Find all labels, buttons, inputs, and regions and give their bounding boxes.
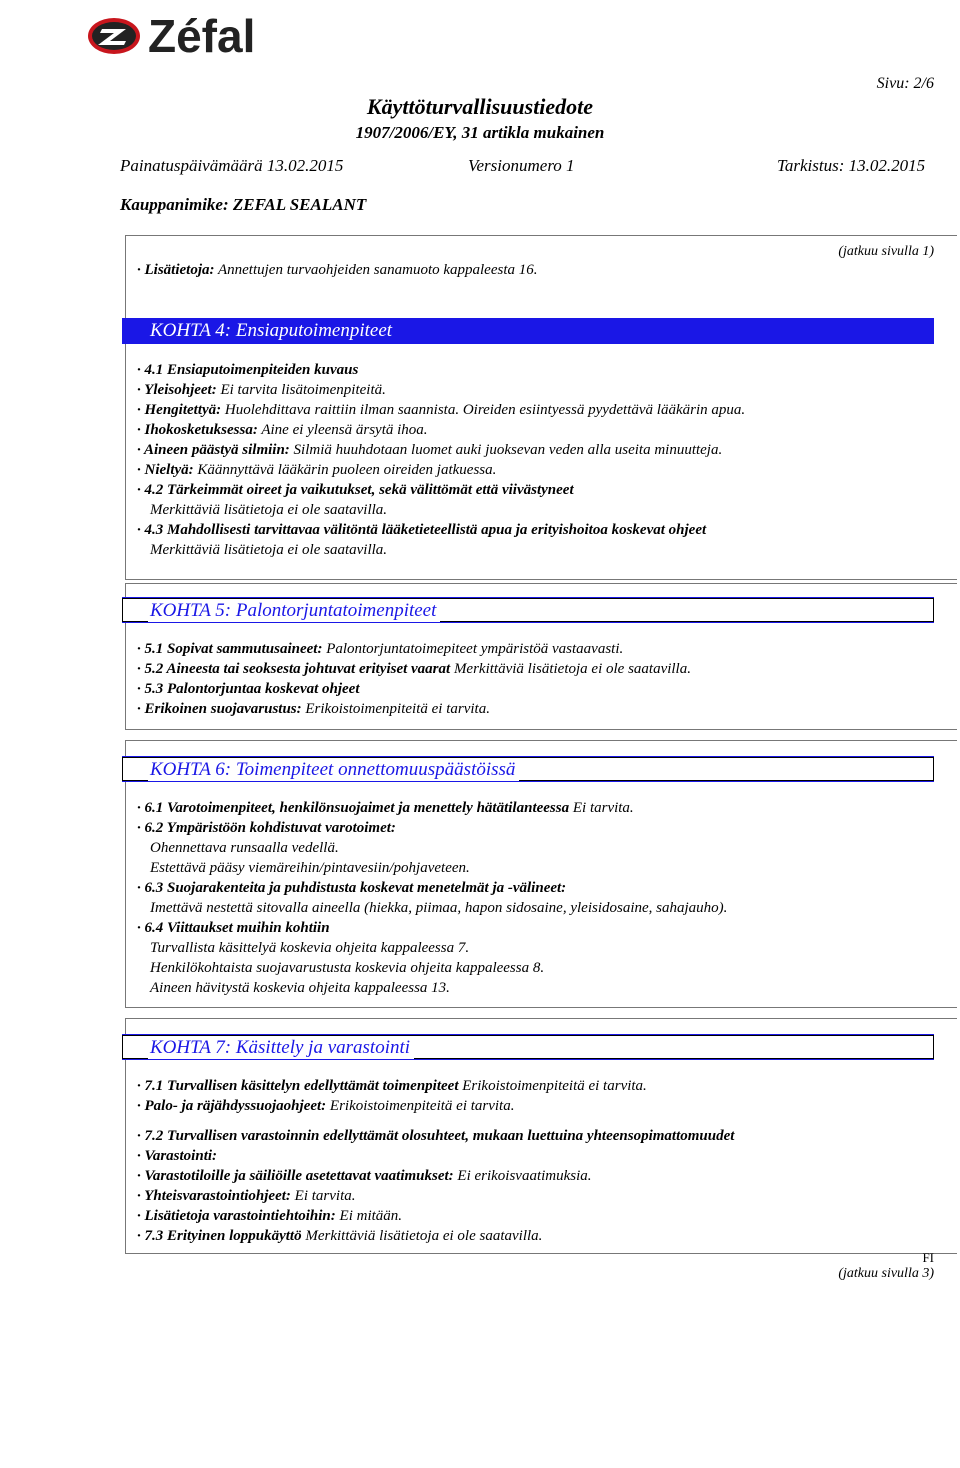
- s6-line-6: Imettävä nestettä sitovalla aineella (hiekka, piimaa, hapon sidosaine, yleisidosaine, sahajauho).: [150, 900, 728, 916]
- version-number: Versionumero 1: [468, 156, 575, 175]
- print-date: Painatuspäivämäärä 13.02.2015: [120, 156, 344, 175]
- s7-line-3: · 7.2 Turvallisen varastoinnin edellyttämät olosuhteet, mukaan luettuina yhteensopimattomuudet: [137, 1128, 735, 1144]
- continued-from: (jatkuu sivulla 1): [838, 244, 934, 259]
- s4-line-3: · Hengitettyä: Huolehdittava raittiin ilman saannista. Oireiden esiintyessä pyydettävä lääkärin apua.: [137, 402, 746, 418]
- s5-line-1: · 5.1 Sopivat sammutusaineet: Palontorjuntatoimepiteet ympäristöä vastaavasti.: [137, 641, 624, 657]
- s5-line-3: · 5.3 Palontorjuntaa koskevat ohjeet: [137, 681, 360, 697]
- s5-line-2: · 5.2 Aineesta tai seoksesta johtuvat erityiset vaarat Merkittäviä lisätietoja ei ole saatavilla.: [137, 661, 691, 677]
- logo-wordmark: Zéfal: [148, 10, 256, 58]
- s7-line-8: · 7.3 Erityinen loppukäyttö Merkittäviä lisätietoja ei ole saatavilla.: [137, 1228, 543, 1244]
- intro-line: · Lisätietoja: Annettujen turvaohjeiden sanamuoto kappaleesta 16.: [137, 262, 538, 278]
- language-code: FI: [922, 1250, 934, 1265]
- revision-date: Tarkistus: 13.02.2015: [777, 156, 926, 175]
- s4-line-9: · 4.3 Mahdollisesti tarvittavaa välitöntä lääketieteellistä apua ja erityishoitoa koskevat ohjeet: [137, 522, 707, 538]
- s6-line-5: · 6.3 Suojarakenteita ja puhdistusta koskevat menetelmät ja -välineet:: [137, 880, 567, 896]
- s6-line-1: · 6.1 Varotoimenpiteet, henkilönsuojaimet ja menettely hätätilanteessa Ei tarvita.: [137, 800, 634, 816]
- s5-line-4: · Erikoinen suojavarustus: Erikoistoimenpiteitä ei tarvita.: [137, 701, 490, 717]
- s4-line-1: · 4.1 Ensiaputoimenpiteiden kuvaus: [137, 362, 359, 378]
- s6-line-2: · 6.2 Ympäristöön kohdistuvat varotoimet:: [137, 820, 396, 836]
- s7-line-1: · 7.1 Turvallisen käsittelyn edellyttämät toimenpiteet Erikoistoimenpiteitä ei tarvita.: [137, 1078, 647, 1094]
- continued-on: (jatkuu sivulla 3): [838, 1266, 934, 1281]
- page-number: Sivu: 2/6: [876, 75, 934, 92]
- s4-line-2: · Yleisohjeet: Ei tarvita lisätoimenpiteitä.: [137, 382, 386, 398]
- trade-name: Kauppanimike: ZEFAL SEALANT: [120, 195, 367, 214]
- s7-line-2: · Palo- ja räjähdyssuojaohjeet: Erikoistoimenpiteitä ei tarvita.: [137, 1098, 515, 1114]
- s4-line-10: Merkittäviä lisätietoja ei ole saatavilla.: [150, 542, 388, 558]
- section-4-heading: KOHTA 4: Ensiaputoimenpiteet: [148, 320, 396, 342]
- s4-line-7: · 4.2 Tärkeimmät oireet ja vaikutukset, sekä välittömät että viivästyneet: [137, 482, 574, 498]
- section-6-heading: KOHTA 6: Toimenpiteet onnettomuuspäästöissä: [148, 759, 519, 781]
- s4-line-6: · Nieltyä: Käännyttävä lääkärin puoleen oireiden jatkuessa.: [137, 462, 497, 478]
- s4-line-8: Merkittäviä lisätietoja ei ole saatavilla.: [150, 502, 388, 518]
- s6-line-10: Aineen hävitystä koskevia ohjeita kappaleessa 13.: [150, 980, 450, 996]
- s6-line-3: Ohennettava runsaalla vedellä.: [150, 840, 339, 856]
- s6-line-4: Estettävä pääsy viemäreihin/pintavesiin/pohjaveteen.: [150, 860, 470, 876]
- s7-line-4: · Varastointi:: [137, 1148, 218, 1164]
- s6-line-7: · 6.4 Viittaukset muihin kohtiin: [137, 920, 330, 936]
- document-title: Käyttöturvallisuustiedote: [366, 94, 594, 119]
- section-5-heading: KOHTA 5: Palontorjuntatoimenpiteet: [148, 600, 440, 622]
- document-subtitle: 1907/2006/EY, 31 artikla mukainen: [355, 123, 605, 142]
- s7-line-5: · Varastotiloille ja säiliöille asetettavat vaatimukset: Ei erikoisvaatimuksia.: [137, 1168, 592, 1184]
- s6-line-9: Henkilökohtaista suojavarustusta koskevia ohjeita kappaleessa 8.: [150, 960, 545, 976]
- section-7-heading: KOHTA 7: Käsittely ja varastointi: [148, 1037, 414, 1059]
- s6-line-8: Turvallista käsittelyä koskevia ohjeita kappaleessa 7.: [150, 940, 470, 956]
- zefal-logo: [86, 10, 318, 58]
- s7-line-7: · Lisätietoja varastointiehtoihin: Ei mitään.: [137, 1208, 403, 1224]
- s4-line-5: · Aineen päästyä silmiin: Silmiä huuhdotaan luomet auki juoksevan veden alla useita minuutteja.: [137, 442, 723, 458]
- s7-line-6: · Yhteisvarastointiohjeet: Ei tarvita.: [137, 1188, 356, 1204]
- s4-line-4: · Ihokosketuksessa: Aine ei yleensä ärsytä ihoa.: [137, 422, 428, 438]
